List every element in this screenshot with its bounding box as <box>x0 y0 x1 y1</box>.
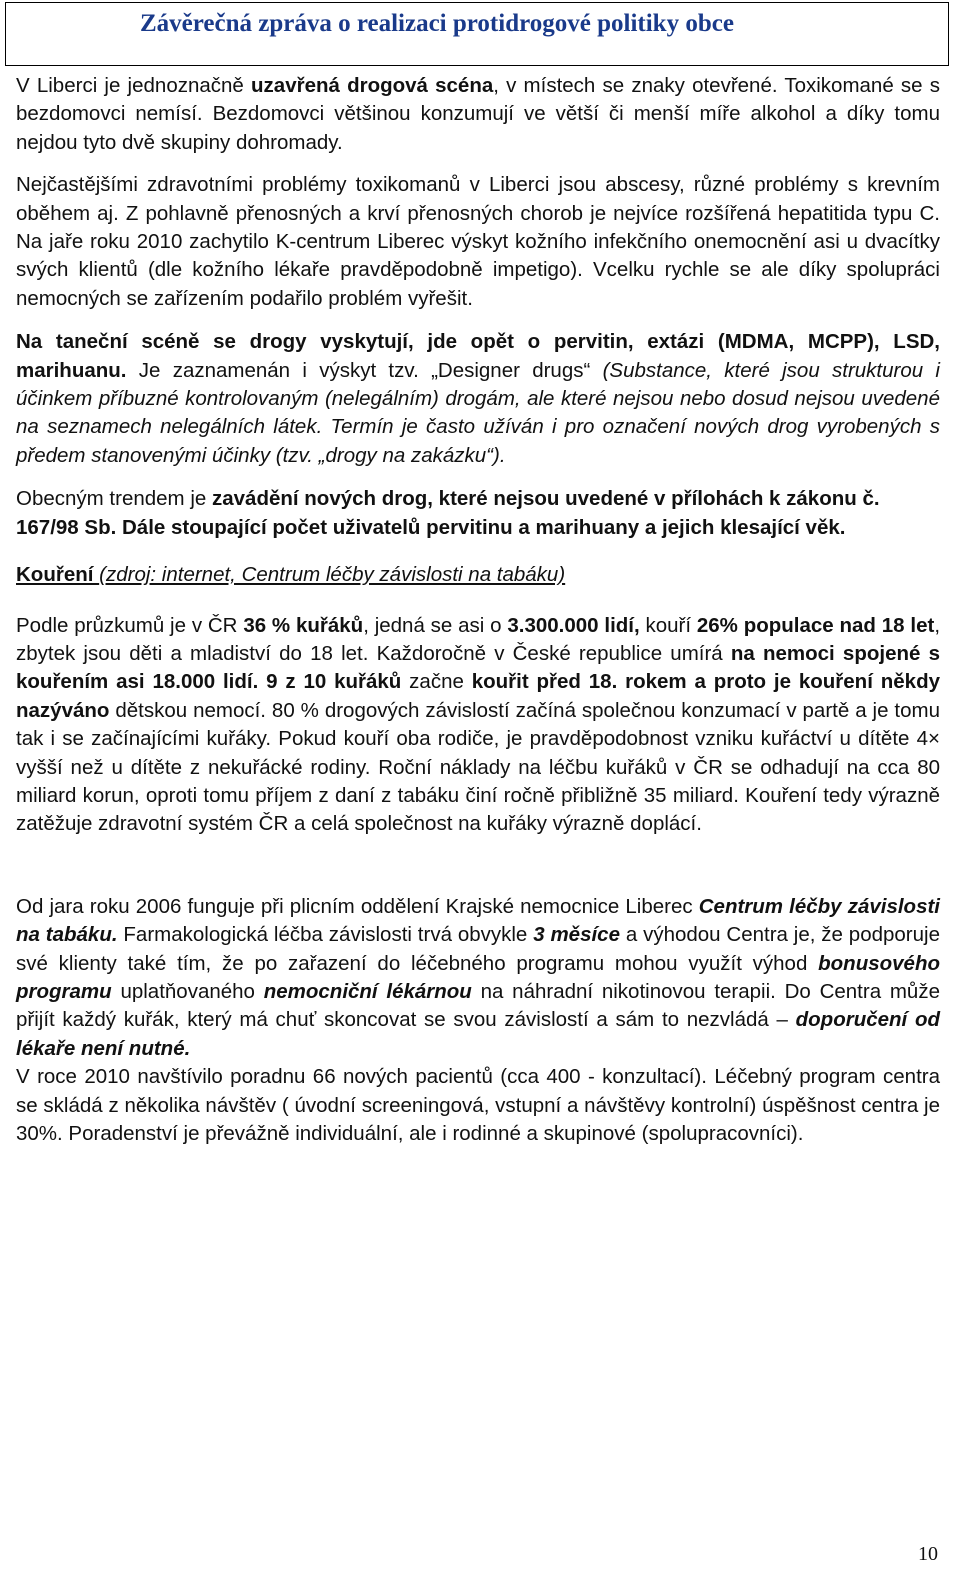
text: na náhradní nikotinovou terapii. Do Centra může přijít každý kuřák, který má chuť skoncovat se svou závislostí a sám to nezvládá – <box>16 979 940 1032</box>
source-note: (zdroj: internet, Centrum léčby závislosti na tabáku) <box>99 563 566 587</box>
text: , v místech se znaky otevřené. Toxikomané se s bezdomovci nemísí. Bezdomovci většinou konzumují ve větší či menší míře alkohol a díky tomu nejdou tyto dvě skupiny dohromady. <box>16 74 940 154</box>
text: začne <box>401 670 472 694</box>
paragraph-dance-scene <box>16 328 940 470</box>
paragraph-health-problems <box>16 171 940 313</box>
text: V Liberci je jednoznačně <box>16 74 252 97</box>
emphasis: doporučení od lékaře není nutné. <box>16 1008 941 1060</box>
text: Nejčastějšími zdravotními problémy toxikomanů v Liberci jsou abscesy, různé problémy s krevním oběhem aj. Z pohlavně přenosných a krví přenosných chorob je nejvíce rozšířená hepatitida typu C. Na jaře roku 2010 zachytilo K-centrum Liberec výskyt kožního infekčního onemocnění asi u dvacítky svých klientů (dle kožního lékaře pravděpodobně impetigo). Vcelku rychle se ale díky spolupráci nemocných se zařízením podařilo problém vyřešit. <box>16 173 940 310</box>
definition: (Substance, které jsou strukturou i účinkem příbuzné kontrolovaným (nelegálním) drogám, ale které nejsou nebo dosud nejsou uvedené na seznamech nelegálních látek. Termín je často užíván i pro označení nových drog vyrobených s předem stanovenými účinky (tzv. „drogy na zakázku“). <box>16 358 940 467</box>
report-header <box>5 2 949 66</box>
emphasis: bonusového programu <box>16 951 940 1003</box>
emphasis: na nemoci spojené s kouřením asi 18.000 lidí. 9 z 10 kuřáků <box>16 641 940 694</box>
page-number: 10 <box>918 1543 938 1565</box>
text: Je zaznamenán i výskyt tzv. „Designer drugs“ <box>126 358 603 382</box>
text: Podle průzkumů je v ČR <box>16 613 244 637</box>
paragraph-drug-scene <box>16 72 940 157</box>
paragraph-tobacco-centre <box>16 893 940 1063</box>
text: Farmakologická léčba závislosti trvá obvykle <box>117 923 534 947</box>
text: dětskou nemocí. 80 % drogových závislostí začíná společnou konzumací v partě a je tomu tak i se začínajícími kuřáky. Pokud kouří oba rodiče, je pravděpodobnost vzniku kuřáctví u dítěte 4× vyšší než u dítěte z nekuřácké rodiny. Roční náklady na léčbu kuřáků v ČR se odhadují na cca 80 miliard korun, oproti tomu příjem z daní z tabáku činí ročně přibližně 35 miliard. Kouření tedy výrazně zatěžuje zdravotní systém ČR a celá společnost na kuřáky výrazně doplácí. <box>16 698 940 836</box>
text: Obecným trendem je <box>16 487 212 511</box>
document-body <box>16 72 940 1148</box>
text: V roce 2010 navštívilo poradnu 66 nových pacientů (cca 400 - konzultací). Léčebný program centra se skládá z několika návštěv ( úvodní screeningová, vstupní a návštěvy kontrolní) úspěšnost centra je 30%. Poradenství je převážně individuální, ale i rodinné a skupinové (spolupracovníci). <box>16 1065 940 1145</box>
heading: Kouření <box>16 563 100 587</box>
emphasis: zavádění nových drog, které nejsou uvedené v přílohách k zákonu č. 167/98 Sb. Dále stoupající počet uživatelů pervitinu a marihuany a jejich klesající věk. <box>16 487 880 539</box>
emphasis: 3 měsíce <box>533 923 620 947</box>
emphasis: 3.300.000 lidí, <box>507 613 640 637</box>
text: , zbytek jsou děti a mladiství do 18 let. Každoročně v České republice umírá <box>16 613 941 665</box>
paragraph-smoking-stats <box>16 612 940 839</box>
text: a výhodou Centra je, že podporuje své klienty také tím, že po zařazení do léčebného programu mohou využít výhod <box>16 923 940 975</box>
emphasis: Na taneční scéně se drogy vyskytují, jde opět o pervitin, extázi (MDMA, MCPP), LSD, marihuanu. <box>16 330 940 382</box>
emphasis: Centrum léčby závislosti na tabáku. <box>16 894 940 947</box>
emphasis: 36 % kuřáků <box>243 613 364 637</box>
paragraph-trend <box>16 485 940 542</box>
emphasis: kouřit před 18. rokem a proto je kouření někdy nazýváno <box>16 670 940 722</box>
emphasis: 26% populace nad 18 let <box>696 613 935 637</box>
section-heading-smoking <box>16 561 940 589</box>
text: kouří <box>639 613 697 637</box>
report-title: Závěrečná zpráva o realizaci protidrogové politiky obce <box>140 10 734 37</box>
paragraph-centre-results <box>16 1063 940 1148</box>
text: , jedná se asi o <box>363 613 508 637</box>
text: uplatňovaného <box>111 979 264 1003</box>
text: Od jara roku 2006 funguje při plicním oddělení Krajské nemocnice Liberec <box>16 894 699 918</box>
emphasis: uzavřená drogová scéna <box>251 74 494 97</box>
emphasis: nemocniční lékárnou <box>263 979 472 1003</box>
